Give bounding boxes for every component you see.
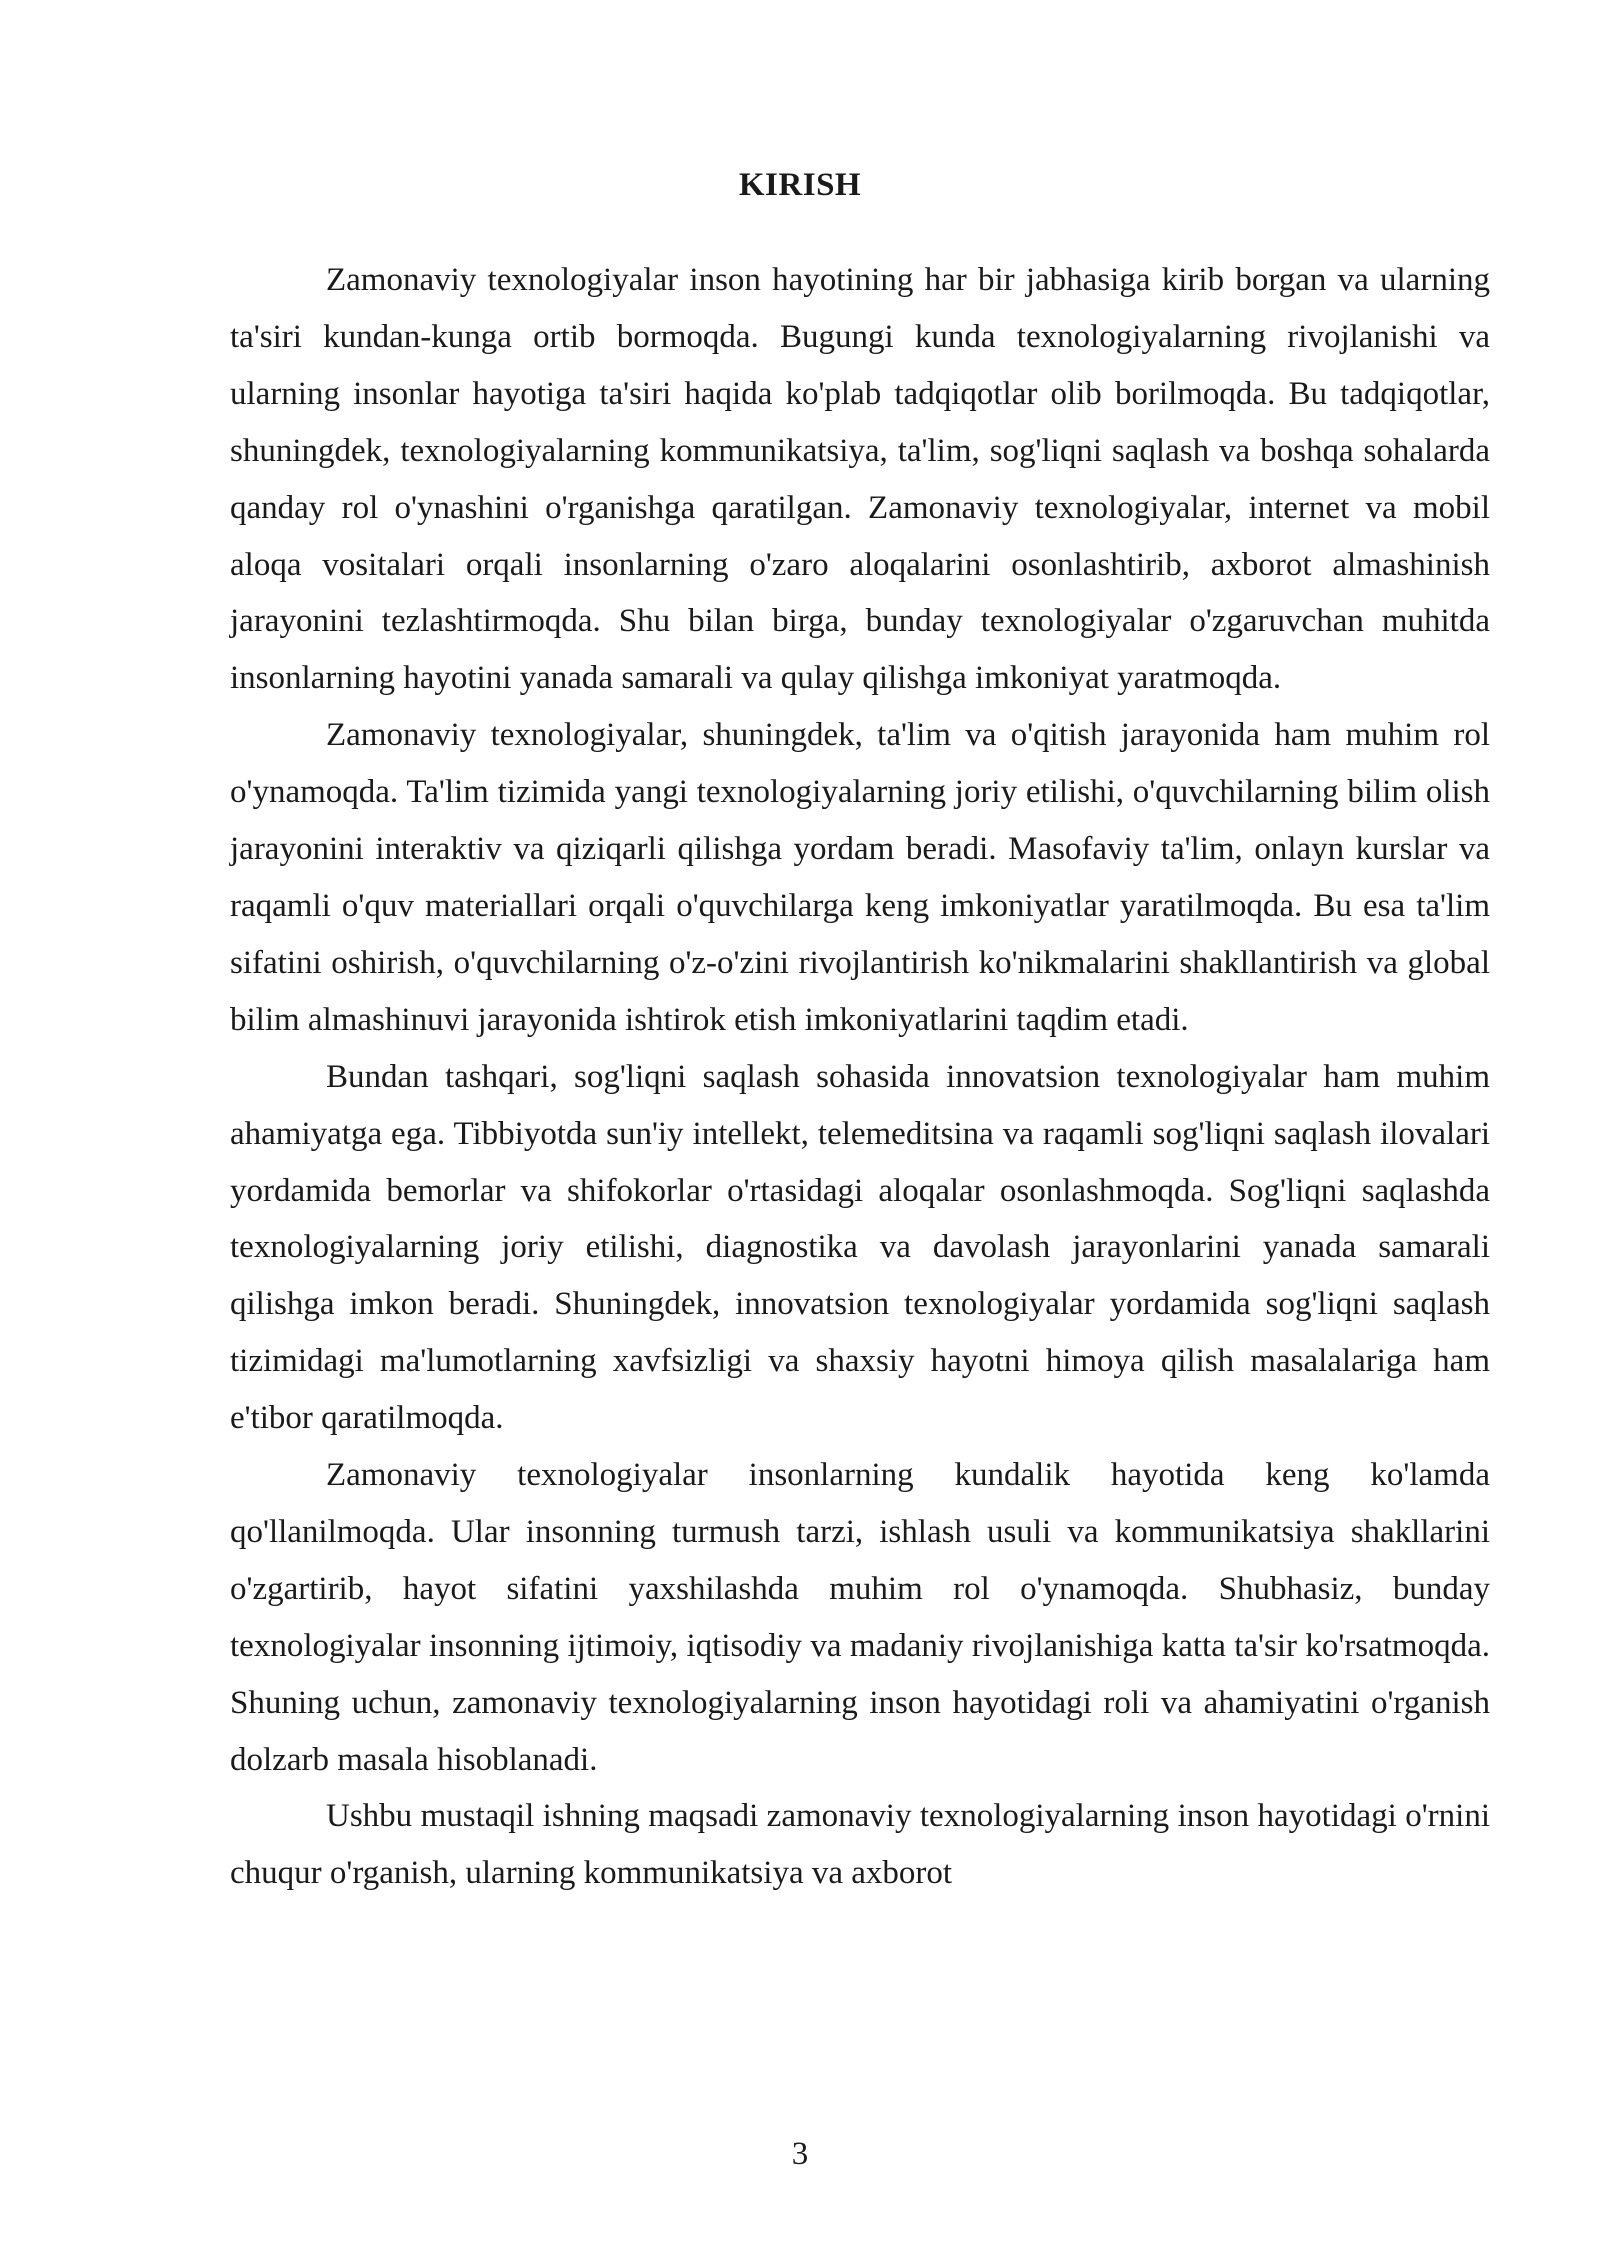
- paragraph: Ushbu mustaqil ishning maqsadi zamonaviy texnologiyalarning inson hayotidagi o'rnini chuqur o'rganish, ularning kommunikatsiya va axborot: [230, 1798, 1490, 1892]
- body-text: [230, 252, 1490, 1902]
- page-title: KIRISH: [738, 167, 862, 203]
- page-number: 3: [791, 2136, 809, 2172]
- paragraph: Zamonaviy texnologiyalar inson hayotining har bir jabhasiga kirib borgan va ularning ta'siri kundan-kunga ortib bormoqda. Bugungi kunda texnologiyalarning rivojlanishi va ularning insonlar hayotiga ta'siri haqida ko'plab tadqiqotlar olib borilmoqda. Bu tadqiqotlar, shuningdek, texnologiyalarning kommunikatsiya, ta'lim, sog'liqni saqlash va boshqa sohalarda qanday rol o'ynashini o'rganishga qaratilgan. Zamonaviy texnologiyalar, internet va mobil aloqa vositalari orqali insonlarning o'zaro aloqalarini osonlashtirib, axborot almashinish jarayonini tezlashtirmoqda. Shu bilan birga, bunday texnologiyalar o'zgaruvchan muhitda insonlarning hayotini yanada samarali va qulay qilishga imkoniyat yaratmoqda.: [230, 262, 1490, 697]
- paragraph: Zamonaviy texnologiyalar insonlarning kundalik hayotida keng ko'lamda qo'llanilmoqda. Ular insonning turmush tarzi, ishlash usuli va kommunikatsiya shakllarini o'zgartirib, hayot sifatini yaxshilashda muhim rol o'ynamoqda. Shubhasiz, bunday texnologiyalar insonning ijtimoiy, iqtisodiy va madaniy rivojlanishiga katta ta'sir ko'rsatmoqda. Shuning uchun, zamonaviy texnologiyalarning inson hayotidagi roli va ahamiyatini o'rganish dolzarb masala hisoblanadi.: [230, 1457, 1490, 1778]
- paragraph: Zamonaviy texnologiyalar, shuningdek, ta'lim va o'qitish jarayonida ham muhim rol o'ynamoqda. Ta'lim tizimida yangi texnologiyalarning joriy etilishi, o'quvchilarning bilim olish jarayonini interaktiv va qiziqarli qilishga yordam beradi. Masofaviy ta'lim, onlayn kurslar va raqamli o'quv materiallari orqali o'quvchilarga keng imkoniyatlar yaratilmoqda. Bu esa ta'lim sifatini oshirish, o'quvchilarning o'z-o'zini rivojlantirish ko'nikmalarini shakllantirish va global bilim almashinuvi jarayonida ishtirok etish imkoniyatlarini taqdim etadi.: [230, 717, 1490, 1038]
- paragraph: Bundan tashqari, sog'liqni saqlash sohasida innovatsion texnologiyalar ham muhim ahamiyatga ega. Tibbiyotda sun'iy intellekt, telemeditsina va raqamli sog'liqni saqlash ilovalari yordamida bemorlar va shifokorlar o'rtasidagi aloqalar osonlashmoqda. Sog'liqni saqlashda texnologiyalarning joriy etilishi, diagnostika va davolash jarayonlarini yanada samarali qilishga imkon beradi. Shuningdek, innovatsion texnologiyalar yordamida sog'liqni saqlash tizimidagi ma'lumotlarning xavfsizligi va shaxsiy hayotni himoya qilish masalalariga ham e'tibor qaratilmoqda.: [230, 1058, 1490, 1437]
